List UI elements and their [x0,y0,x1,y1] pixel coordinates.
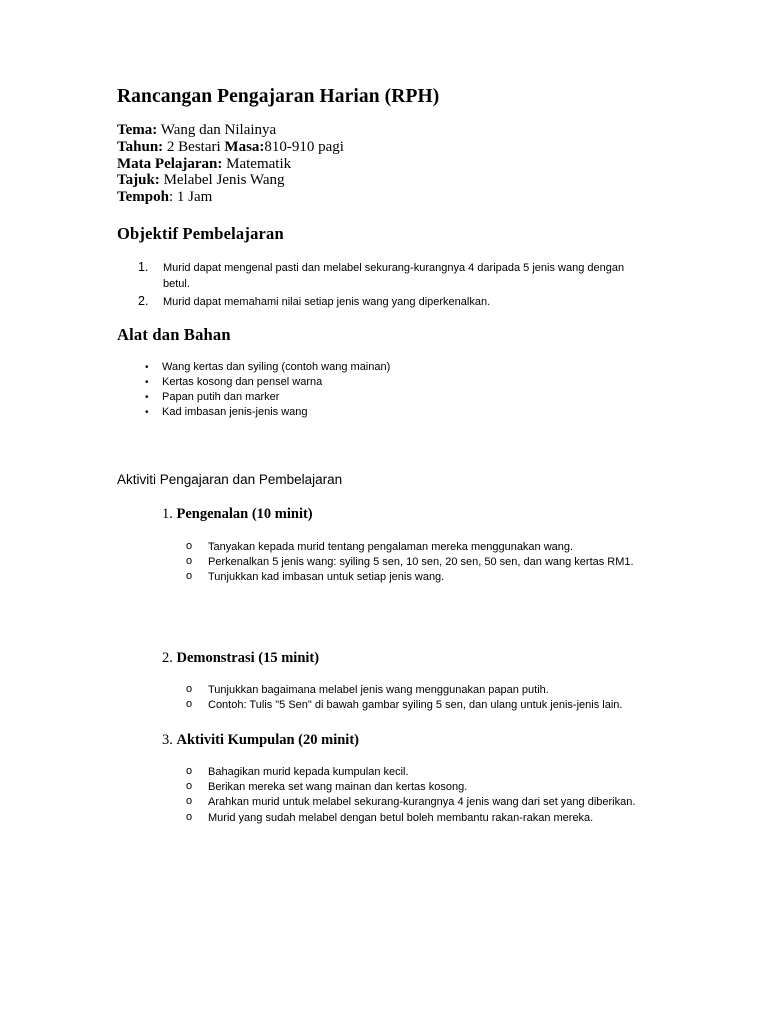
circle-bullet-icon: o [186,540,193,552]
lesson-meta [117,122,344,206]
meta-tajuk [117,172,344,189]
section-demonstrasi-list [186,683,646,713]
list-item-text: Murid yang sudah melabel dengan betul boleh membantu rakan-rakan mereka. [208,811,594,824]
list-item [186,795,646,810]
circle-bullet-icon: o [186,698,193,711]
meta-tahun [117,139,344,156]
alat-heading: Alat dan Bahan [117,325,231,344]
list-item [145,390,625,405]
list-item-text: Tunjukkan bagaimana melabel jenis wang menggunakan papan putih. [208,684,549,696]
section-title: Pengenalan (10 minit) [176,506,313,522]
section-number: 3. [162,732,173,748]
meta-tema-label: Tema: [117,122,158,138]
meta-tempoh [117,189,344,206]
meta-tempoh-label: Tempoh [117,189,169,206]
meta-tempoh-value: : 1 Jam [168,189,213,206]
list-item-text: Kad imbasan jenis-jenis wang [162,406,308,418]
list-item-text: Tunjukkan kad imbasan untuk setiap jenis wang. [208,571,445,584]
objektif-item [138,260,638,292]
list-item-text: Bahagikan murid kepada kumpulan kecil. [208,766,409,778]
list-item-text: Contoh: Tulis "5 Sen" di bawah gambar syiling 5 sen, dan ulang untuk jenis-jenis lain. [208,699,623,712]
list-item [145,360,625,375]
circle-bullet-icon: o [186,780,193,793]
section-title: Aktiviti Kumpulan (20 minit) [176,732,359,748]
objektif-item-number: 2. [138,294,149,308]
circle-bullet-icon: o [186,683,193,695]
meta-tahun-label: Tahun: [117,138,164,155]
circle-bullet-icon: o [186,795,193,808]
page-title: Rancangan Pengajaran Harian (RPH) [117,86,440,107]
meta-tema-value: Wang dan Nilainya [157,122,277,138]
circle-bullet-icon: o [186,555,193,568]
objektif-item-text: Murid dapat mengenal pasti dan melabel sekurang-kurangnya 4 daripada 5 jenis wang dengan betul. [163,262,625,290]
list-item-text: Tanyakan kepada murid tentang pengalaman mereka menggunakan wang. [208,541,574,553]
meta-tema [117,122,344,139]
circle-bullet-icon: o [186,570,193,583]
list-item-text: Kertas kosong dan pensel warna [162,376,323,388]
circle-bullet-icon: o [186,810,193,823]
section-number: 1. [162,506,173,522]
section-demonstrasi-title [162,650,319,667]
circle-bullet-icon: o [186,765,193,777]
objektif-item-text: Murid dapat memahami nilai setiap jenis wang yang diperkenalkan. [163,296,491,308]
section-kumpulan-title [162,732,359,749]
list-item-text: Wang kertas dan syiling (contoh wang mainan) [162,361,391,373]
list-item [186,765,646,780]
meta-masa-value: 810-910 pagi [264,138,344,155]
list-item-text: Papan putih dan marker [162,391,280,403]
objektif-list [138,260,638,310]
list-item [186,698,646,713]
list-item [186,570,646,585]
section-kumpulan-list [186,765,646,826]
bullet-icon: • [145,377,149,388]
list-item [186,540,646,555]
objektif-item-number: 1. [138,260,149,274]
section-pengenalan-title [162,506,313,523]
list-item-text: Arahkan murid untuk melabel sekurang-kurangnya 4 jenis wang dari set yang diberikan. [208,796,636,809]
alat-list [145,360,625,420]
list-item [145,375,625,390]
list-item [186,555,646,570]
meta-masa-label: Masa: [224,138,265,155]
bullet-icon: • [145,362,149,373]
bullet-icon: • [145,392,149,403]
list-item-text: Berikan mereka set wang mainan dan kertas kosong. [208,781,468,794]
section-number: 2. [162,650,173,666]
list-item [186,780,646,795]
meta-mata-label: Mata Pelajaran: [117,155,223,172]
list-item [186,683,646,698]
meta-mata-value: Matematik [222,155,292,172]
meta-tajuk-label: Tajuk: [117,172,160,189]
list-item [186,811,646,826]
meta-tajuk-value: Melabel Jenis Wang [159,172,285,189]
objektif-item [138,294,638,310]
meta-mata-pelajaran [117,156,344,173]
section-pengenalan-list [186,540,646,586]
section-title: Demonstrasi (15 minit) [176,650,320,666]
objektif-heading: Objektif Pembelajaran [117,224,284,243]
list-item-text: Perkenalkan 5 jenis wang: syiling 5 sen, 10 sen, 20 sen, 50 sen, dan wang kertas RM1. [208,556,634,569]
meta-tahun-value: 2 Bestari [163,138,225,155]
list-item [145,405,625,420]
bullet-icon: • [145,407,149,418]
aktiviti-heading: Aktiviti Pengajaran dan Pembelajaran [117,472,343,487]
